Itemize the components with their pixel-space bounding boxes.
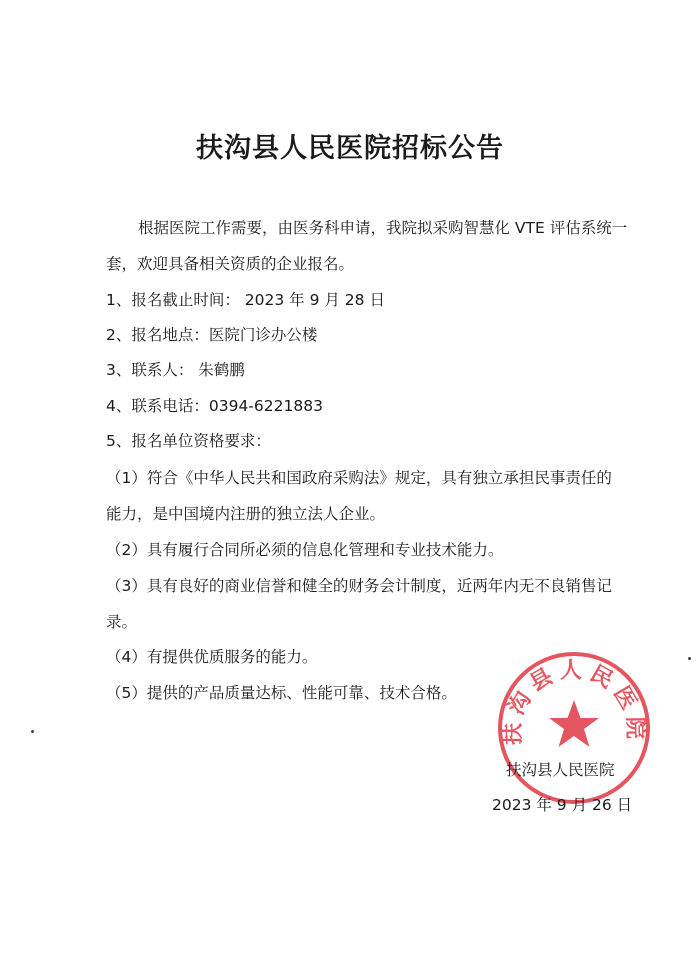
intro-paragraph-line-2: 套，欢迎具备相关资质的企业报名。 — [106, 255, 355, 273]
qualification-heading: 5、报名单位资格要求： — [106, 432, 271, 450]
signature-date: 2023 年 9 月 26 日 — [492, 796, 633, 814]
scan-speck — [31, 730, 34, 733]
requirement-3-line-1: （3）具有良好的商业信誉和健全的财务会计制度，近两年内无不良销售记 — [106, 577, 612, 595]
contact-person-item: 3、联系人： 朱鹤鹏 — [106, 361, 245, 379]
contact-phone-item: 4、联系电话：0394-6221883 — [106, 397, 323, 415]
requirement-5: （5）提供的产品质量达标、性能可靠、技术合格。 — [106, 684, 457, 702]
seal-star-icon — [549, 700, 599, 747]
scan-speck — [688, 657, 691, 660]
official-seal-stamp — [494, 648, 654, 808]
signature-organization: 扶沟县人民医院 — [506, 761, 615, 779]
requirement-4: （4）有提供优质服务的能力。 — [106, 648, 318, 666]
requirement-2: （2）具有履行合同所必须的信息化管理和专业技术能力。 — [106, 541, 504, 559]
requirement-3-line-2: 录。 — [106, 613, 138, 631]
intro-paragraph-line-1: 根据医院工作需要，由医务科申请，我院拟采购智慧化 VTE 评估系统一 — [138, 219, 628, 237]
location-item: 2、报名地点：医院门诊办公楼 — [106, 326, 318, 344]
requirement-1-line-2: 能力，是中国境内注册的独立法人企业。 — [106, 505, 386, 523]
deadline-item: 1、报名截止时间： 2023 年 9 月 28 日 — [106, 291, 385, 309]
seal-text: 扶沟县人民医院 — [500, 658, 648, 746]
document-title: 扶沟县人民医院招标公告 — [196, 133, 504, 164]
requirement-1-line-1: （1）符合《中华人民共和国政府采购法》规定，具有独立承担民事责任的 — [106, 469, 612, 487]
